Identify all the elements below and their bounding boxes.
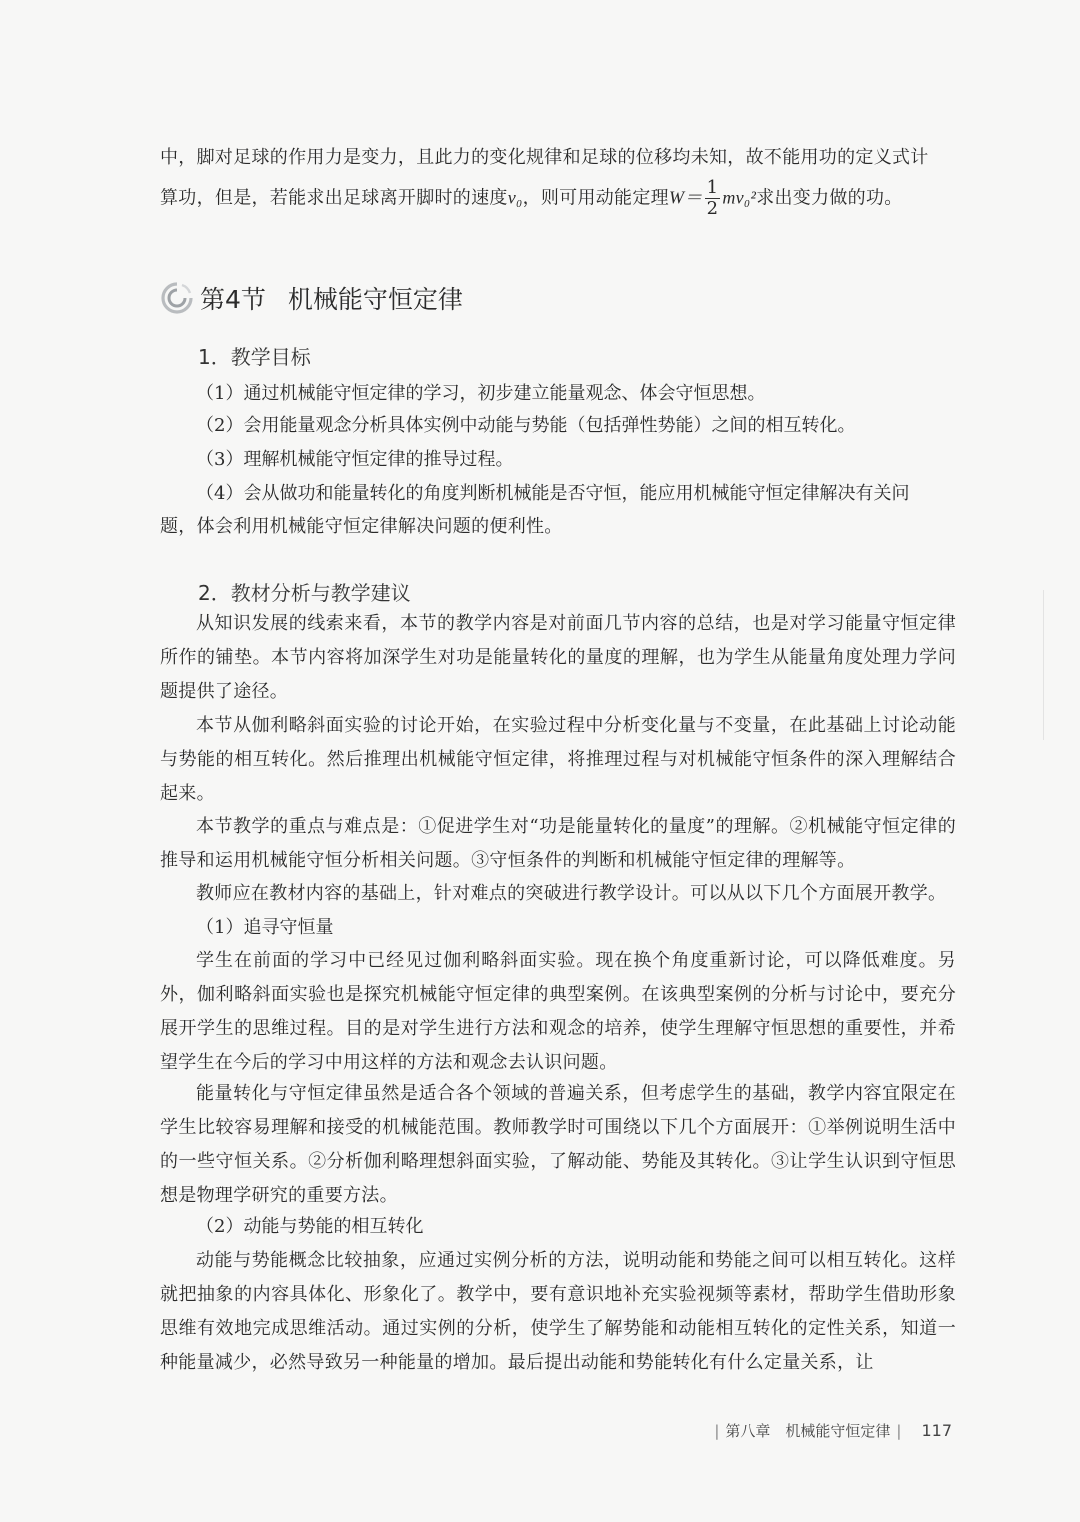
scan-artifact-line — [1043, 590, 1044, 740]
goal-item-2: （2）会用能量观念分析具体实例中动能与势能（包括弹性势能）之间的相互转化。 — [196, 415, 856, 436]
top-paragraph-line1: 中，脚对足球的作用力是变力，且此力的变化规律和足球的位移均未知，故不能用功的定义式计 — [160, 147, 929, 168]
formula-lhs: W＝ — [668, 187, 703, 208]
goal-item-1: （1）通过机械能守恒定律的学习，初步建立能量观念、体会守恒思想。 — [196, 383, 766, 404]
subtopic-1: （1）追寻守恒量 — [196, 917, 334, 938]
section-swirl-icon — [160, 281, 194, 315]
goals-heading: 1．教学目标 — [198, 345, 311, 369]
v0-symbol: v₀ — [507, 187, 523, 208]
analysis-paragraph-7: 动能与势能概念比较抽象，应通过实例分析的方法，说明动能和势能之间可以相互转化。这样就把抽象的内容具体化、形象化了。教学中，要有意识地补充实验视频等素材，帮助学生借助形象思维有效地完成思维活动。通过实例的分析，使学生了解势能和动能相互转化的定性关系，知道一种能量减少，必然导致另一种能量的增加。最后提出动能和势能转化有什么定量关系，让 — [160, 1250, 956, 1373]
analysis-paragraph-4: 教师应在教材内容的基础上，针对难点的突破进行教学设计。可以从以下几个方面展开教学。 — [196, 883, 947, 904]
footer-chapter: 第八章 机械能守恒定律 — [725, 1422, 891, 1440]
analysis-paragraph-3: 本节教学的重点与难点是：①促进学生对“功是能量转化的量度”的理解。②机械能守恒定律的推导和运用机械能守恒分析相关问题。③守恒条件的判断和机械能守恒定律的理解等。 — [160, 816, 956, 871]
section-number: 第4节 — [200, 285, 266, 314]
page-number: 117 — [921, 1421, 952, 1440]
analysis-paragraph-6: 能量转化与守恒定律虽然是适合各个领域的普遍关系，但考虑学生的基础，教学内容宜限定在学生比较容易理解和接受的机械能范围。教师教学时可围绕以下几个方面展开：①举例说明生活中的一些守恒关系。②分析伽利略理想斜面实验，了解动能、势能及其转化。③让学生认识到守恒思想是物理学研究的重要方法。 — [160, 1083, 956, 1206]
section-heading: 机械能守恒定律 — [287, 285, 463, 314]
formula-rhs: mv₀² — [722, 187, 757, 208]
subtopic-2: （2）动能与势能的相互转化 — [196, 1216, 424, 1237]
section-title — [160, 278, 463, 318]
goal-item-3: （3）理解机械能守恒定律的推导过程。 — [196, 449, 514, 470]
page-footer: | 第八章 机械能守恒定律 | 117 — [714, 1421, 952, 1440]
analysis-paragraph-2: 本节从伽利略斜面实验的讨论开始，在实验过程中分析变化量与不变量，在此基础上讨论动能与势能的相互转化。然后推理出机械能守恒定律，将推理过程与对机械能守恒条件的深入理解结合起来。 — [160, 715, 956, 804]
goal-item-4-line2: 题，体会利用机械能守恒定律解决问题的便利性。 — [160, 516, 563, 537]
analysis-heading: 2．教材分析与教学建议 — [198, 581, 411, 605]
top-paragraph-line2: 算功，但是，若能求出足球离开脚时的速度v₀，则可用动能定理W＝ $\frac{1}{2}$ mv₀²求出变力做的功。 — [160, 177, 903, 219]
analysis-paragraph-1: 从知识发展的线索来看，本节的教学内容是对前面几节内容的总结，也是对学习能量守恒定律所作的铺垫。本节内容将加深学生对功是能量转化的量度的理解，也为学生从能量角度处理力学问题提供了途径。 — [160, 613, 956, 702]
goal-item-4-line1: （4）会从做功和能量转化的角度判断机械能是否守恒，能应用机械能守恒定律解决有关问 — [196, 483, 910, 504]
analysis-paragraph-5: 学生在前面的学习中已经见过伽利略斜面实验。现在换个角度重新讨论，可以降低难度。另外，伽利略斜面实验也是探究机械能守恒定律的典型案例。在该典型案例的分析与讨论中，要充分展开学生的思维过程。目的是对学生进行方法和观念的培养，使学生理解守恒思想的重要性，并希望学生在今后的学习中用这样的方法和观念去认识问题。 — [160, 950, 956, 1073]
fraction-one-half: $\frac{1}{2}$ — [706, 177, 719, 219]
